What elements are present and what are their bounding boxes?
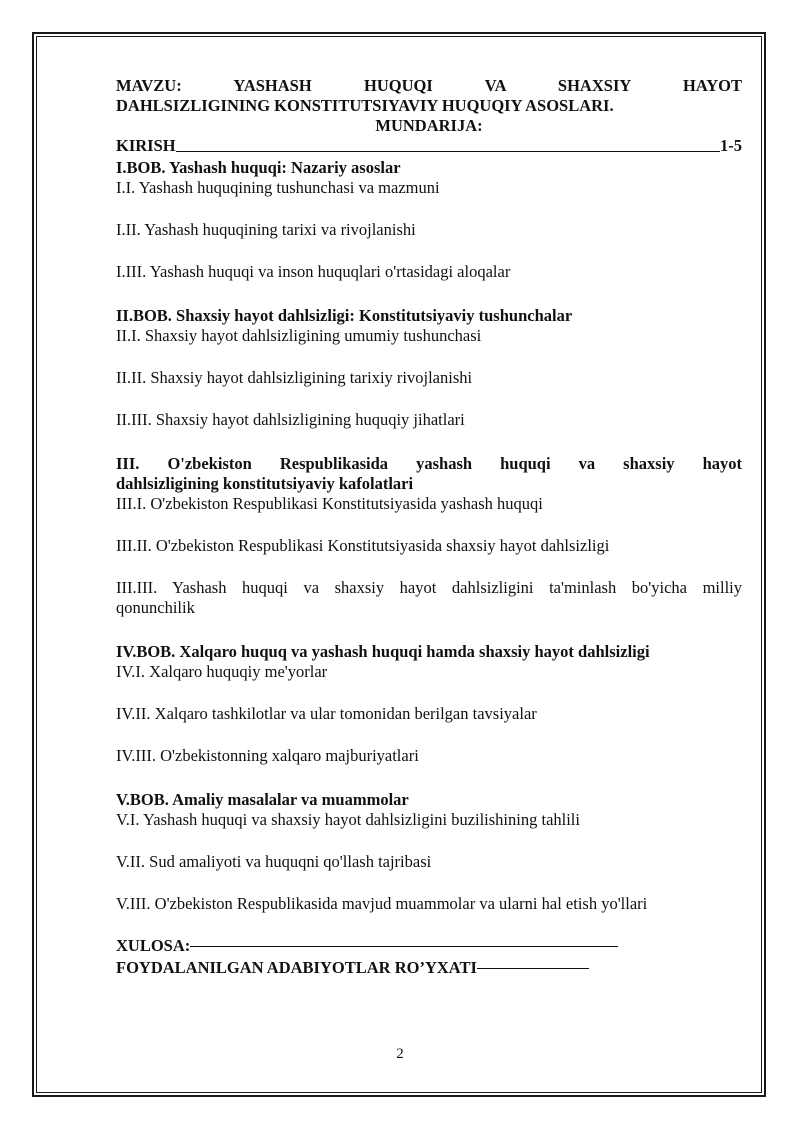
chapter-5-title: V.BOB. Amaliy masalalar va muammolar <box>116 790 409 809</box>
toc-item: V.I. Yashash huquqi va shaxsiy hayot dahlsizligini buzilishining tahlili <box>116 810 580 829</box>
chapter-3-title <box>116 454 742 494</box>
leader-line <box>477 968 589 969</box>
intro-label: KIRISH <box>116 136 176 155</box>
toc-item: I.III. Yashash huquqi va inson huquqlari o'rtasidagi aloqalar <box>116 262 511 281</box>
page-number: 2 <box>396 1046 404 1062</box>
toc-item: V.II. Sud amaliyoti va huquqni qo'llash tajribasi <box>116 852 432 871</box>
toc-item: III.I. O'zbekiston Respublikasi Konstitutsiyasida yashash huquqi <box>116 494 543 513</box>
leader-line <box>176 151 720 152</box>
toc-item: I.I. Yashash huquqining tushunchasi va mazmuni <box>116 178 440 197</box>
chapter-2-title: II.BOB. Shaxsiy hayot dahlsizligi: Konstitutsiyaviy tushunchalar <box>116 306 573 325</box>
toc-item: II.I. Shaxsiy hayot dahlsizligining umumiy tushunchasi <box>116 326 482 345</box>
toc-item: III.II. O'zbekiston Respublikasi Konstitutsiyasida shaxsiy hayot dahlsizligi <box>116 536 610 555</box>
toc-item: IV.III. O'zbekistonning xalqaro majburiyatlari <box>116 746 419 765</box>
toc-item: II.III. Shaxsiy hayot dahlsizligining huquqiy jihatlari <box>116 410 465 429</box>
toc-item: II.II. Shaxsiy hayot dahlsizligining tarixiy rivojlanishi <box>116 368 473 387</box>
toc-item-line-2: qonunchilik <box>116 598 195 617</box>
toc-item <box>116 578 742 618</box>
document-title <box>116 76 742 116</box>
chapter-3-title-line-1: III. O'zbekiston Respublikasida yashash huquqi va shaxsiy hayot <box>116 454 742 473</box>
toc-item: V.III. O'zbekiston Respublikasida mavjud muammolar va ularni hal etish yo'llari <box>116 894 648 913</box>
toc-entry-conclusion <box>116 936 742 956</box>
references-label: FOYDALANILGAN ADABIYOTLAR RO’YXATI <box>116 958 477 977</box>
toc-item-line-1: III.III. Yashash huquqi va shaxsiy hayot dahlsizligini ta'minlash bo'yicha milliy <box>116 578 742 597</box>
toc-item: IV.I. Xalqaro huquqiy me'yorlar <box>116 662 328 681</box>
chapter-3-title-line-2: dahlsizligining konstitutsiyaviy kafolatlari <box>116 474 414 493</box>
toc-item: IV.II. Xalqaro tashkilotlar va ular tomonidan berilgan tavsiyalar <box>116 704 537 723</box>
title-line-2: DAHLSIZLIGINING KONSTITUTSIYAVIY HUQUQIY ASOSLARI. <box>116 96 614 115</box>
leader-line <box>190 946 618 947</box>
chapter-4-title: IV.BOB. Xalqaro huquq va yashash huquqi hamda shaxsiy hayot dahlsizligi <box>116 642 650 661</box>
toc-entry-references <box>116 958 742 978</box>
toc-item: I.II. Yashash huquqining tarixi va rivojlanishi <box>116 220 416 239</box>
title-line-1: MAVZU: YASHASH HUQUQI VA SHAXSIY HAYOT <box>116 76 742 95</box>
contents-heading: MUNDARIJA: <box>375 116 483 135</box>
conclusion-label: XULOSA: <box>116 936 191 955</box>
intro-pages: 1-5 <box>720 136 742 155</box>
chapter-1-title: I.BOB. Yashash huquqi: Nazariy asoslar <box>116 158 401 177</box>
document-body <box>116 76 742 978</box>
toc-entry-intro <box>116 136 742 156</box>
